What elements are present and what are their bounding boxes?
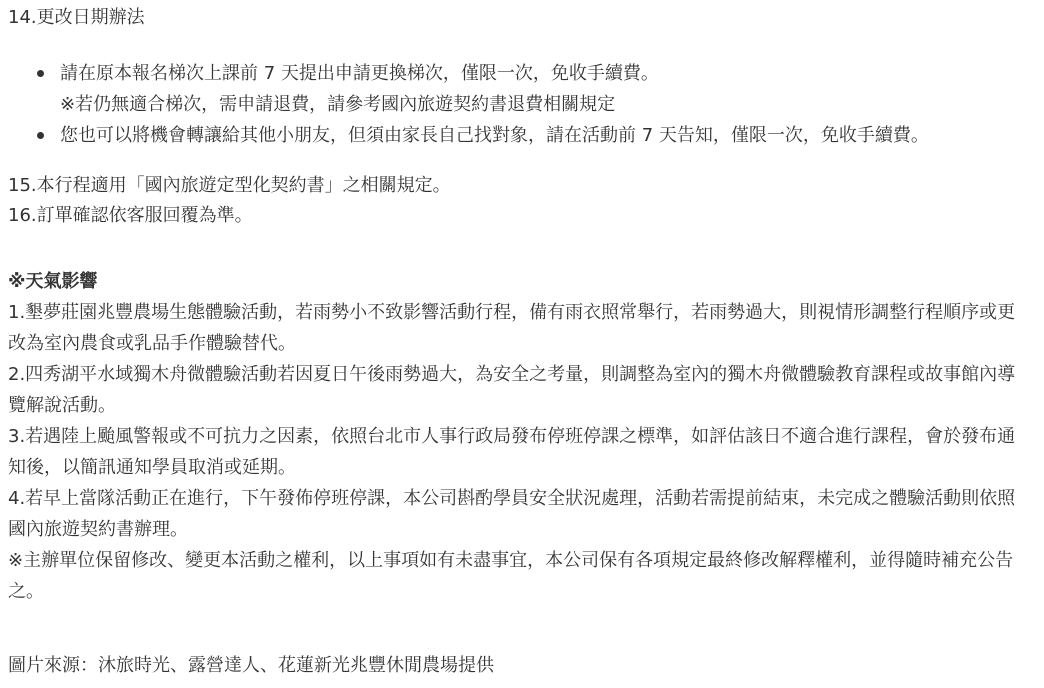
weather-item-3: 3.若遇陸上颱風警報或不可抗力之因素，依照台北市人事行政局發布停班停課之標準，如評估該日不適合進行課程，會於發布通知後，以簡訊通知學員取消或延期。 <box>8 426 1016 478</box>
organizer-rights-note: ※主辦單位保留修改、變更本活動之權利，以上事項如有未盡事宜，本公司保有各項規定最終修改解釋權利，並得隨時補充公告之。 <box>8 550 1014 602</box>
section-14-heading: 14.更改日期辦法 <box>8 7 145 28</box>
weather-item-4: 4.若早上當隊活動正在進行，下午發佈停班停課，本公司斟酌學員安全狀況處理，活動若需提前結束，未完成之體驗活動則依照國內旅遊契約書辦理。 <box>8 488 1016 540</box>
change-date-item-1 <box>0 58 1044 120</box>
weather-item-1: 1.墾夢莊園兆豐農場生態體驗活動，若雨勢小不致影響活動行程，備有雨衣照常舉行，若雨勢過大，則視情形調整行程順序或更改為室內農食或乳品手作體驗替代。 <box>8 302 1016 354</box>
weather-heading: ※天氣影響 <box>8 271 98 292</box>
change-date-item-2 <box>0 120 1044 151</box>
change-date-item-2-text: 您也可以將機會轉讓給其他小朋友，但須由家長自己找對象，請在活動前 7 天告知，僅限一次，免收手續費。 <box>60 125 929 146</box>
change-date-item-1-text: 請在原本報名梯次上課前 7 天提出申請更換梯次，僅限一次，免收手續費。 <box>60 63 659 84</box>
refund-note: ※若仍無適合梯次，需申請退費，請參考國內旅遊契約書退費相關規定 <box>60 94 616 115</box>
weather-item-2: 2.四秀湖平水域獨木舟微體驗活動若因夏日午後雨勢過大，為安全之考量，則調整為室內的獨木舟微體驗教育課程或故事館內導覽解說活動。 <box>8 364 1016 416</box>
section-16-text: 16.訂單確認依客服回覆為準。 <box>8 205 253 226</box>
change-date-list <box>0 58 1044 151</box>
section-15-text: 15.本行程適用「國內旅遊定型化契約書」之相關規定。 <box>8 175 451 196</box>
image-credits: 圖片來源：沐旅時光、露營達人、花蓮新光兆豐休閒農場提供 <box>8 655 494 676</box>
